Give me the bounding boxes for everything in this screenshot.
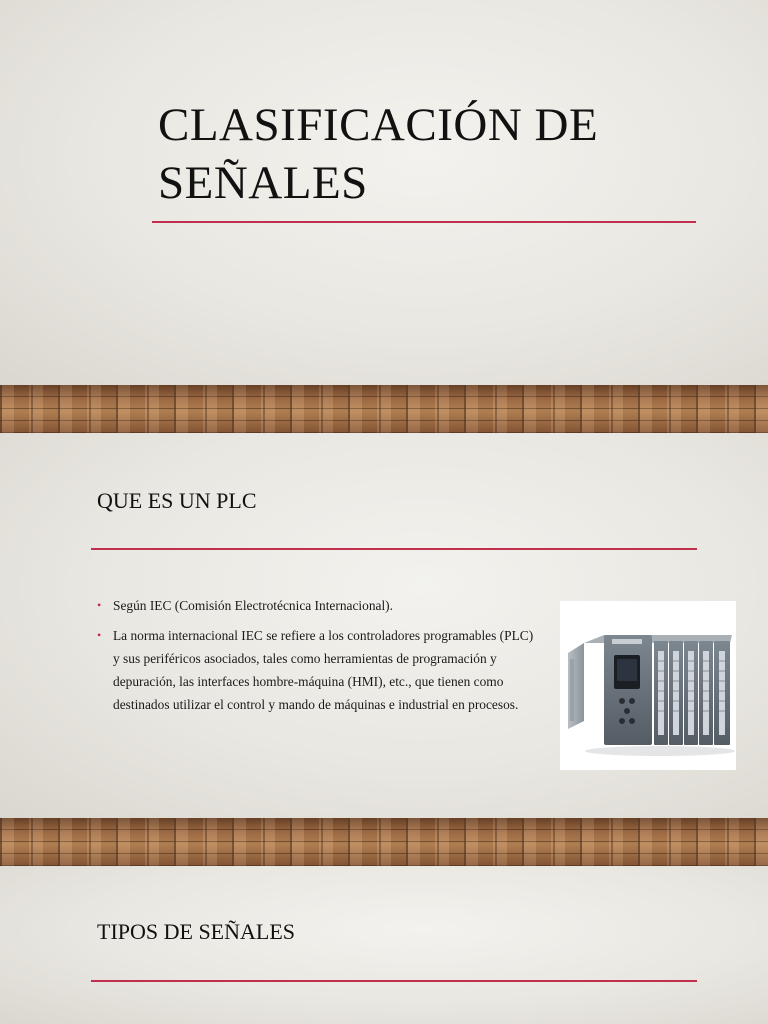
wood-floor-divider <box>0 385 768 433</box>
plc-controller-icon <box>560 601 736 770</box>
bullet-icon: • <box>97 628 102 642</box>
slide-2[interactable] <box>0 433 768 818</box>
title-divider <box>91 980 697 982</box>
slide-title: CLASIFICACIÓN DE SEÑALES <box>158 99 599 209</box>
title-divider <box>152 221 696 223</box>
slide-title: QUE ES UN PLC <box>97 488 257 513</box>
title-divider <box>91 548 697 550</box>
slide-1[interactable] <box>0 0 768 385</box>
slide-3[interactable] <box>0 866 768 1024</box>
bullet-list <box>97 594 542 723</box>
bullet-text: Según IEC (Comisión Electrotécnica Internacional). <box>113 598 393 613</box>
plc-controller-image <box>560 601 736 770</box>
list-item <box>97 594 542 617</box>
wood-floor-divider <box>0 818 768 866</box>
bullet-icon: • <box>97 598 102 612</box>
slide-title: TIPOS DE SEÑALES <box>97 919 296 944</box>
list-item <box>97 624 542 716</box>
bullet-text: La norma internacional IEC se refiere a los controladores programables (PLC) y sus periféricos asociados, tales como herramientas de programación y depuración, las interfaces hombre-máquina (HMI), etc., que tienen como destinados utilizar el control y mando de máquinas e industrial en procesos. <box>113 628 534 712</box>
